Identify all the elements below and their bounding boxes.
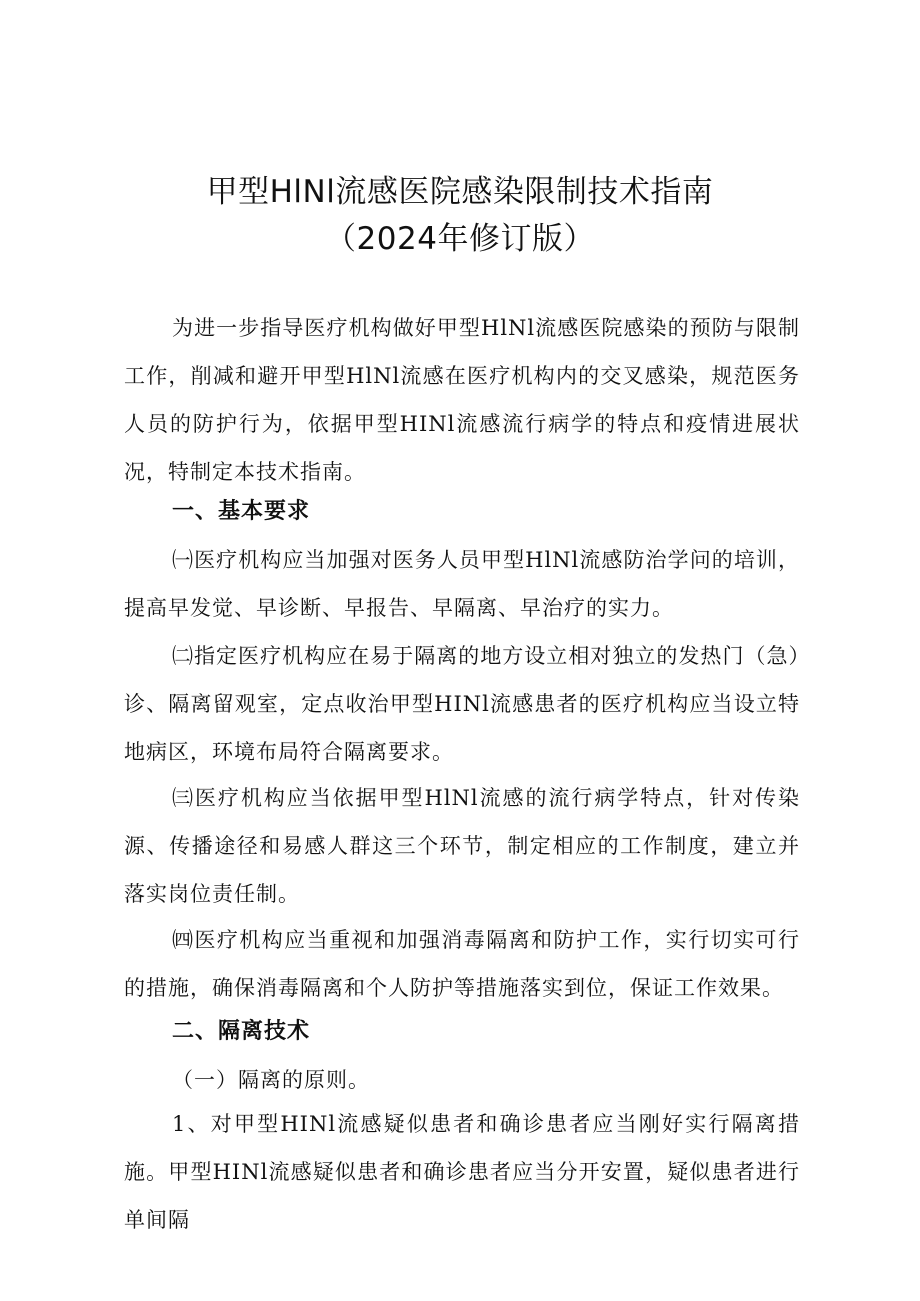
document-subtitle: （2024年修订版） (325, 221, 595, 257)
intro-paragraph: 为进一步指导医疗机构做好甲型HlNl流感医院感染的预防与限制工作，削减和避开甲型HlNl流感在医疗机构内的交叉感染，规范医务人员的防护行为，依据甲型HINl流感流行病学的特点和疫情进展状况，特制定本技术指南。 (124, 316, 800, 484)
section-heading-isolation-technique: 二、隔离技术 (172, 1019, 311, 1044)
paragraph-requirement-4: ㈣医疗机构应当重视和加强消毒隔离和防护工作，实行切实可行的措施，确保消毒隔离和个人防护等措施落实到位，保证工作效果。 (124, 928, 800, 1000)
paragraph-isolation-1: 1、对甲型HINl流感疑似患者和确诊患者应当刚好实行隔离措施。甲型HINl流感疑似患者和确诊患者应当分开安置，疑似患者进行单间隔 (124, 1112, 800, 1232)
paragraph-requirement-1: ㈠医疗机构应当加强对医务人员甲型HlNl流感防治学问的培训，提高早发觉、早诊断、早报告、早隔离、早治疗的实力。 (124, 548, 800, 620)
paragraph-requirement-3: ㈢医疗机构应当依据甲型HlNl流感的流行病学特点，针对传染源、传播途径和易感人群这三个环节，制定相应的工作制度，建立并落实岗位责任制。 (124, 786, 800, 906)
paragraph-requirement-2: ㈡指定医疗机构应在易于隔离的地方设立相对独立的发热门（急）诊、隔离留观室，定点收治甲型HINl流感患者的医疗机构应当设立特地病区，环境布局符合隔离要求。 (124, 644, 800, 764)
document-title: 甲型HlNl流感医院感染限制技术指南 (206, 174, 714, 210)
subheading-isolation-principles: （一）隔离的原则。 (172, 1068, 370, 1092)
section-heading-basic-requirements: 一、基本要求 (172, 499, 311, 524)
